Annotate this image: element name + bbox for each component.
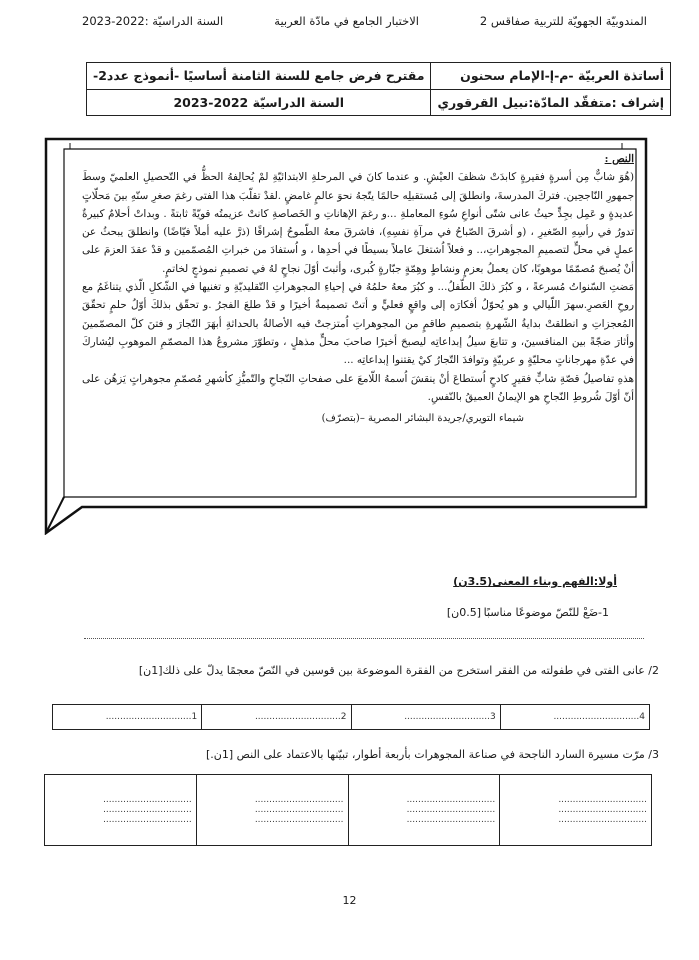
stage-cell[interactable] — [196, 775, 348, 846]
stage-line: ............................... — [254, 815, 344, 825]
question-2: 2/ عانى الفتى في طفولته من الفقر استخرج من الفقرة الموضوعة بين قوسين في النّصّ معجمًا يدلّ على ذلك[1ن] — [138, 664, 659, 677]
page-number: 12 — [342, 894, 357, 907]
stage-line: ............................... — [406, 805, 496, 815]
top-header-left: السنة الدراسيّة :2022-2023 — [82, 14, 224, 28]
teachers-cell: أساتذة العربيّة -م-إ-الإمام سحنون — [431, 63, 671, 90]
text-paragraph: (هُوَ شابٌّ مِن أسرةٍ فقيرةٍ كابدَتْ شظفَ العيْشِ. و عندما كانَ في المرحلةِ الابتدائيّةِ لمْ يُحالِفهُ الحظُّ في التّحصيلِ العلميّ وسطَ جمهورِ النّاجحِين. فتركَ المدرسةَ، وانطلقَ إلى مُستقبلِه حالمًا يتّجهُ نحوَ عالمٍ غامضٍ .لقدْ تقلّبَ هذا الفتى رغمَ صغرِ سنّهِ بينَ مَحلّاتٍ عديدةٍ و عَمِل بجِدٍّ حيثُ عانى شتّى أنواعِ سُوءِ المعاملةِ ...و رغمَ الإهاناتِ و الخَصاصةِ كانتْ عزيمتُه قويّةً ثابتةً . وبداتْ أحلامٌ كبيرةٌ تدورُ في رأسِهِ الصّغيرِ ، (و أشرقَ الصّباحُ في مرآةِ نفسِهِ)، فاشرقَ معهُ الطّموحُ إشراقًا (ذرَّ عليه أملاً فيّاضًا) وانطلقَ يبحثُ عن عملٍ في محلٍّ لتصميمِ المجوهراتِ،.. و فعلاً اُشتغلَ عاملاً بسيطًا في أحدِها ، و اُستفادَ من خبراتِ المُصمّمين و قدْ عقدَ العزمَ على أنْ يُصبحَ مُصمّمًا موهوبًا، كان يعملُ بعزمٍ ونشاطٍ وهِمّةٍ جبّارةٍ كُبرى، وأثبتَ أوّلَ نجاحٍ لهُ في تصميمِ نموذجٍ لخاتمٍ. — [82, 171, 634, 275]
grid-cell-4[interactable]: 4.............................. — [500, 705, 649, 730]
stage-cell[interactable] — [348, 775, 500, 846]
stage-line: ............................... — [406, 815, 496, 825]
stage-line: ............................... — [103, 815, 192, 825]
stage-line: ............................... — [406, 795, 496, 805]
reading-text — [82, 150, 634, 428]
question-1-points: [0.5ن] — [446, 606, 481, 619]
stage-line: ............................... — [103, 795, 192, 805]
text-heading: النص : — [604, 153, 634, 165]
top-header-right: المندوبيّة الجهويّة للتربية صفاقس 2 — [479, 14, 647, 28]
top-header-center: الاختبار الجامع في مادّة العربية — [274, 14, 419, 28]
stage-cell[interactable] — [500, 775, 652, 846]
text-source: شيماء التويري/جريدة البشائر المصرية –(بتصرّف) — [321, 413, 524, 425]
stage-line: ............................... — [254, 795, 344, 805]
question-2-grid — [52, 704, 650, 730]
grid-cell-1[interactable]: 1.............................. — [53, 705, 202, 730]
grid-cell-3[interactable]: 3.............................. — [351, 705, 500, 730]
stage-line: ............................... — [103, 805, 192, 815]
text-paragraph: مَضتِ السّنواتُ مُسرعةً ، و كبُرَ ذلكَ الطّفلُ... و كبُرَ معهُ حلمُهُ في إحياءِ المجوهراتِ التّقليديّةِ و تغنيها في الشّكلِ الّذي يتناغَمُ مع روحِ العَصرِ.سهرَ اللّيالي و هو يُحوّلُ أفكارَه إلى واقعٍ فعليٍّ و أتتْ تصميمةٌ أخيرًا و قدْ طلعَ الفجرُ .و تحقّق بذلكَ أوّلُ حلمٍ تحقّقَ المُعجزاتِ و انطلقتْ بدايةُ الشّهرةِ بتصميمِ طاقمٍ من المجوهراتِ اُمتزجتْ فيه الأصالةُ بالحداثةِ أبهَرَ التّجارَ و فتنَ كلّ المصمّمينَ وأثارَ ضجّةً بين المنافسينَ، و تتابعَ سيلُ إبداعاتِه ليصبحَ أخيرًا صاحبَ محلٍّ مذهلٍ ، وتطوّرَ مشروعُ هذا المصمّمِ الموهوبِ ليُشاركَ في عدّةِ مهرجاناتٍ محليّةٍ و عربيّةٍ وتوافدَ التّجارُ كيْ يقتنوا إبداعاتِه ... — [82, 281, 634, 367]
stage-line: ............................... — [558, 815, 647, 825]
stage-line: ............................... — [558, 795, 647, 805]
header-table — [86, 62, 671, 116]
stage-line: ............................... — [558, 805, 647, 815]
title-cell: مقترح فرض جامع للسنة الثامنة أساسيًا -أنموذج عدد2- — [87, 63, 431, 90]
question-3: 3/ مرّت مسيرة السارد الناجحة في صناعة المجوهرات بأربعة أطوار، تبيّنها بالاعتماد على النص [1ن.] — [206, 748, 659, 761]
text-paragraph: هذهِ تفاصيلُ قصّةِ شابٍّ فقيرٍ كادحٍ اُستطاعَ أنْ ينقشَ اُسمهُ اللّامعَ على صفحاتِ النّجاحِ والتّميُّزِ كأشهرِ مُصمّمِ مجوهراتٍ يَزهُن على أنّ أوّلَ شُروطِ النّجاحِ هو الإيمانُ العميقُ بالنّفسِ. — [82, 372, 634, 403]
question-1: 1-ضَعْ للنّصّ موضوعًا مناسبًا — [483, 606, 609, 619]
grid-cell-2[interactable]: 2.............................. — [202, 705, 351, 730]
supervision-cell: إشراف :متفقّد المادّة:نبيل القرقوري — [431, 89, 671, 116]
stage-cell[interactable] — [45, 775, 197, 846]
answer-line[interactable] — [84, 638, 644, 639]
question-3-grid — [44, 774, 652, 846]
year-cell: السنة الدراسيّة 2022-2023 — [87, 89, 431, 116]
stage-line: ............................... — [254, 805, 344, 815]
section-heading: أولا:الفهم وبناء المعنى(3.5ن) — [453, 575, 617, 588]
